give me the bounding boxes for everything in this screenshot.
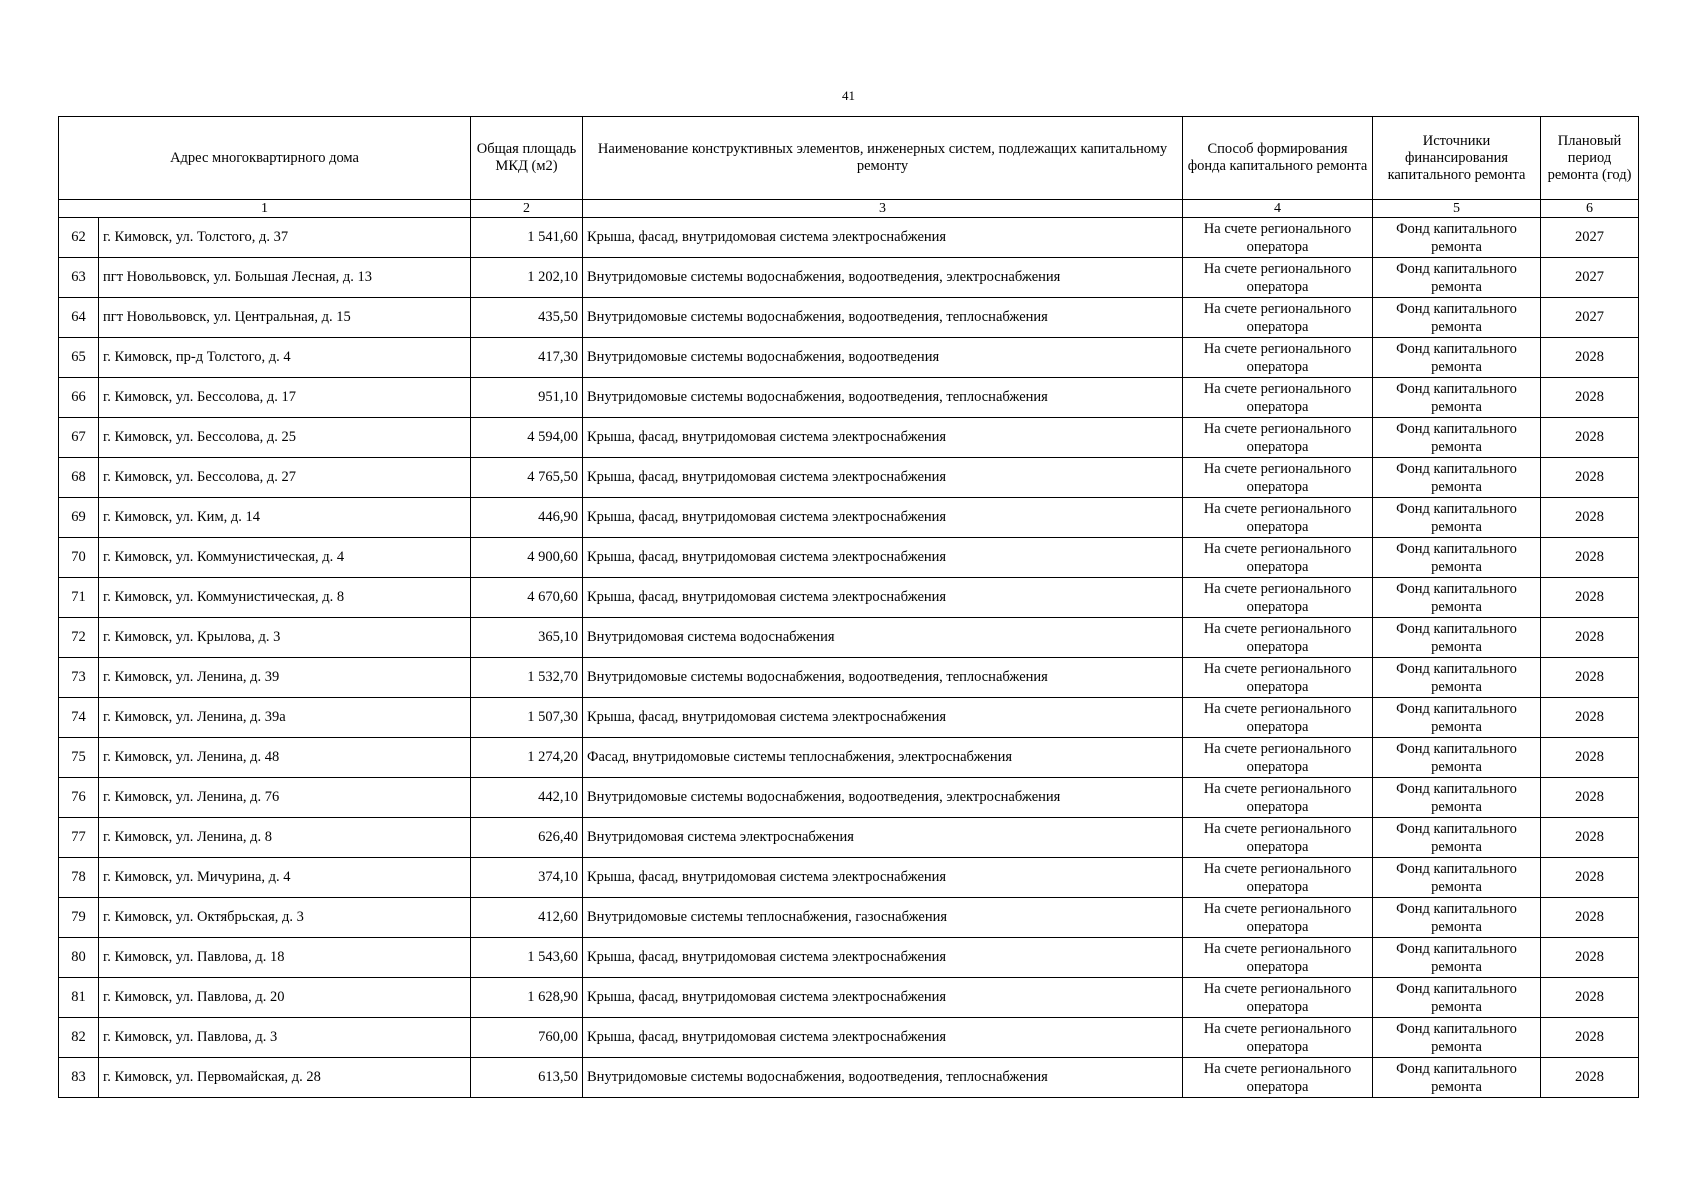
- row-number: 64: [59, 298, 99, 338]
- elements-cell: Внутридомовая система электроснабжения: [583, 818, 1183, 858]
- source-line: Фонд капитального: [1396, 740, 1517, 757]
- source-line: Фонд капитального: [1396, 580, 1517, 597]
- column-number: 4: [1183, 200, 1373, 218]
- source-cell: [1373, 938, 1541, 978]
- header-sources: Источники финансирования капитального ремонта: [1373, 117, 1541, 200]
- source-line: Фонд капитального: [1396, 500, 1517, 517]
- area-cell: 412,60: [471, 898, 583, 938]
- method-line: оператора: [1246, 438, 1309, 455]
- area-cell: 4 900,60: [471, 538, 583, 578]
- year-cell: 2028: [1541, 938, 1639, 978]
- elements-cell: Внутридомовые системы водоснабжения, водоотведения, теплоснабжения: [583, 658, 1183, 698]
- method-line: оператора: [1246, 238, 1309, 255]
- address-cell: г. Кимовск, ул. Коммунистическая, д. 8: [99, 578, 471, 618]
- address-cell: г. Кимовск, ул. Ленина, д. 39а: [99, 698, 471, 738]
- method-cell: [1183, 1018, 1373, 1058]
- area-cell: 1 532,70: [471, 658, 583, 698]
- method-line: На счете регионального: [1203, 220, 1352, 237]
- method-cell: [1183, 778, 1373, 818]
- method-line: На счете регионального: [1203, 500, 1352, 517]
- method-line: оператора: [1246, 318, 1309, 335]
- source-line: Фонд капитального: [1396, 700, 1517, 717]
- source-line: Фонд капитального: [1396, 540, 1517, 557]
- year-cell: 2027: [1541, 298, 1639, 338]
- source-line: ремонта: [1431, 1078, 1482, 1095]
- method-cell: [1183, 698, 1373, 738]
- area-cell: 1 628,90: [471, 978, 583, 1018]
- source-cell: [1373, 698, 1541, 738]
- address-cell: г. Кимовск, ул. Ленина, д. 48: [99, 738, 471, 778]
- address-cell: г. Кимовск, ул. Павлова, д. 3: [99, 1018, 471, 1058]
- method-line: оператора: [1246, 278, 1309, 295]
- address-cell: г. Кимовск, ул. Коммунистическая, д. 4: [99, 538, 471, 578]
- method-line: оператора: [1246, 638, 1309, 655]
- source-line: Фонд капитального: [1396, 620, 1517, 637]
- row-number: 78: [59, 858, 99, 898]
- address-cell: г. Кимовск, ул. Крылова, д. 3: [99, 618, 471, 658]
- method-cell: [1183, 1058, 1373, 1098]
- table-row: [59, 218, 1639, 258]
- year-cell: 2027: [1541, 218, 1639, 258]
- source-cell: [1373, 618, 1541, 658]
- method-line: оператора: [1246, 1038, 1309, 1055]
- table-body: [59, 218, 1639, 1098]
- row-number: 80: [59, 938, 99, 978]
- address-cell: г. Кимовск, ул. Бессолова, д. 17: [99, 378, 471, 418]
- table-row: [59, 938, 1639, 978]
- method-line: На счете регионального: [1203, 620, 1352, 637]
- source-line: Фонд капитального: [1396, 1060, 1517, 1077]
- address-cell: г. Кимовск, пр-д Толстого, д. 4: [99, 338, 471, 378]
- method-line: оператора: [1246, 678, 1309, 695]
- year-cell: 2028: [1541, 1018, 1639, 1058]
- elements-cell: Внутридомовая система водоснабжения: [583, 618, 1183, 658]
- row-number: 70: [59, 538, 99, 578]
- source-line: Фонд капитального: [1396, 300, 1517, 317]
- address-cell: г. Кимовск, ул. Толстого, д. 37: [99, 218, 471, 258]
- source-line: ремонта: [1431, 918, 1482, 935]
- method-cell: [1183, 858, 1373, 898]
- source-line: Фонд капитального: [1396, 820, 1517, 837]
- method-cell: [1183, 338, 1373, 378]
- elements-cell: Крыша, фасад, внутридомовая система электроснабжения: [583, 578, 1183, 618]
- elements-cell: Внутридомовые системы водоснабжения, водоотведения, теплоснабжения: [583, 378, 1183, 418]
- method-line: оператора: [1246, 558, 1309, 575]
- source-cell: [1373, 218, 1541, 258]
- table-row: [59, 1018, 1639, 1058]
- year-cell: 2028: [1541, 698, 1639, 738]
- elements-cell: Внутридомовые системы водоснабжения, водоотведения, теплоснабжения: [583, 1058, 1183, 1098]
- source-line: ремонта: [1431, 598, 1482, 615]
- address-cell: г. Кимовск, ул. Мичурина, д. 4: [99, 858, 471, 898]
- table-row: [59, 578, 1639, 618]
- year-cell: 2028: [1541, 338, 1639, 378]
- source-line: ремонта: [1431, 1038, 1482, 1055]
- column-number: 2: [471, 200, 583, 218]
- column-number: 5: [1373, 200, 1541, 218]
- source-cell: [1373, 258, 1541, 298]
- table-row: [59, 418, 1639, 458]
- source-cell: [1373, 898, 1541, 938]
- area-cell: 626,40: [471, 818, 583, 858]
- header-address: Адрес многоквартирного дома: [59, 117, 471, 200]
- year-cell: 2028: [1541, 978, 1639, 1018]
- source-line: Фонд капитального: [1396, 220, 1517, 237]
- source-cell: [1373, 1058, 1541, 1098]
- table-row: [59, 698, 1639, 738]
- elements-cell: Крыша, фасад, внутридомовая система электроснабжения: [583, 858, 1183, 898]
- source-line: ремонта: [1431, 838, 1482, 855]
- source-line: ремонта: [1431, 998, 1482, 1015]
- year-cell: 2028: [1541, 458, 1639, 498]
- source-line: ремонта: [1431, 798, 1482, 815]
- source-line: ремонта: [1431, 718, 1482, 735]
- column-number: 6: [1541, 200, 1639, 218]
- table-row: [59, 1058, 1639, 1098]
- method-line: На счете регионального: [1203, 980, 1352, 997]
- elements-cell: Крыша, фасад, внутридомовая система электроснабжения: [583, 978, 1183, 1018]
- elements-cell: Фасад, внутридомовые системы теплоснабжения, электроснабжения: [583, 738, 1183, 778]
- area-cell: 1 507,30: [471, 698, 583, 738]
- method-line: На счете регионального: [1203, 1060, 1352, 1077]
- source-line: Фонд капитального: [1396, 860, 1517, 877]
- elements-cell: Крыша, фасад, внутридомовая система электроснабжения: [583, 458, 1183, 498]
- method-line: На счете регионального: [1203, 580, 1352, 597]
- year-cell: 2028: [1541, 618, 1639, 658]
- method-line: На счете регионального: [1203, 740, 1352, 757]
- source-cell: [1373, 338, 1541, 378]
- source-line: ремонта: [1431, 478, 1482, 495]
- method-line: На счете регионального: [1203, 900, 1352, 917]
- header-method: Способ формирования фонда капитального ремонта: [1183, 117, 1373, 200]
- method-cell: [1183, 418, 1373, 458]
- row-number: 68: [59, 458, 99, 498]
- source-cell: [1373, 738, 1541, 778]
- year-cell: 2028: [1541, 858, 1639, 898]
- method-line: оператора: [1246, 518, 1309, 535]
- table-row: [59, 298, 1639, 338]
- elements-cell: Внутридомовые системы водоснабжения, водоотведения, электроснабжения: [583, 258, 1183, 298]
- table-row: [59, 778, 1639, 818]
- source-line: ремонта: [1431, 518, 1482, 535]
- method-line: На счете регионального: [1203, 820, 1352, 837]
- table-row: [59, 498, 1639, 538]
- row-number: 73: [59, 658, 99, 698]
- row-number: 71: [59, 578, 99, 618]
- source-line: ремонта: [1431, 398, 1482, 415]
- address-cell: г. Кимовск, ул. Ленина, д. 39: [99, 658, 471, 698]
- elements-cell: Крыша, фасад, внутридомовая система электроснабжения: [583, 418, 1183, 458]
- row-number: 66: [59, 378, 99, 418]
- source-line: Фонд капитального: [1396, 940, 1517, 957]
- source-cell: [1373, 418, 1541, 458]
- method-cell: [1183, 218, 1373, 258]
- year-cell: 2028: [1541, 778, 1639, 818]
- method-line: оператора: [1246, 718, 1309, 735]
- area-cell: 435,50: [471, 298, 583, 338]
- elements-cell: Крыша, фасад, внутридомовая система электроснабжения: [583, 218, 1183, 258]
- method-line: оператора: [1246, 758, 1309, 775]
- table-row: [59, 378, 1639, 418]
- year-cell: 2028: [1541, 818, 1639, 858]
- table-row: [59, 258, 1639, 298]
- method-line: оператора: [1246, 798, 1309, 815]
- row-number: 79: [59, 898, 99, 938]
- table-row: [59, 818, 1639, 858]
- source-line: ремонта: [1431, 438, 1482, 455]
- source-line: Фонд капитального: [1396, 420, 1517, 437]
- elements-cell: Крыша, фасад, внутридомовая система электроснабжения: [583, 538, 1183, 578]
- area-cell: 951,10: [471, 378, 583, 418]
- source-cell: [1373, 378, 1541, 418]
- method-cell: [1183, 578, 1373, 618]
- table-row: [59, 618, 1639, 658]
- year-cell: 2028: [1541, 658, 1639, 698]
- source-cell: [1373, 498, 1541, 538]
- row-number: 62: [59, 218, 99, 258]
- method-line: оператора: [1246, 398, 1309, 415]
- method-line: На счете регионального: [1203, 460, 1352, 477]
- table-row: [59, 738, 1639, 778]
- address-cell: г. Кимовск, ул. Павлова, д. 20: [99, 978, 471, 1018]
- area-cell: 760,00: [471, 1018, 583, 1058]
- header-area: Общая площадь МКД (м2): [471, 117, 583, 200]
- method-line: оператора: [1246, 838, 1309, 855]
- area-cell: 4 765,50: [471, 458, 583, 498]
- method-cell: [1183, 818, 1373, 858]
- source-cell: [1373, 458, 1541, 498]
- method-line: На счете регионального: [1203, 860, 1352, 877]
- address-cell: г. Кимовск, ул. Ленина, д. 8: [99, 818, 471, 858]
- source-cell: [1373, 578, 1541, 618]
- method-line: На счете регионального: [1203, 780, 1352, 797]
- method-cell: [1183, 618, 1373, 658]
- source-line: Фонд капитального: [1396, 660, 1517, 677]
- table-row: [59, 898, 1639, 938]
- header-elements: Наименование конструктивных элементов, инженерных систем, подлежащих капитальному ремонту: [583, 117, 1183, 200]
- source-cell: [1373, 298, 1541, 338]
- area-cell: 374,10: [471, 858, 583, 898]
- area-cell: 1 543,60: [471, 938, 583, 978]
- source-line: ремонта: [1431, 878, 1482, 895]
- row-number: 67: [59, 418, 99, 458]
- table-row: [59, 458, 1639, 498]
- method-line: На счете регионального: [1203, 940, 1352, 957]
- area-cell: 4 594,00: [471, 418, 583, 458]
- method-line: На счете регионального: [1203, 340, 1352, 357]
- method-line: На счете регионального: [1203, 380, 1352, 397]
- method-line: На счете регионального: [1203, 1020, 1352, 1037]
- method-cell: [1183, 378, 1373, 418]
- table-row: [59, 538, 1639, 578]
- row-number: 72: [59, 618, 99, 658]
- elements-cell: Внутридомовые системы водоснабжения, водоотведения: [583, 338, 1183, 378]
- address-cell: г. Кимовск, ул. Павлова, д. 18: [99, 938, 471, 978]
- method-cell: [1183, 938, 1373, 978]
- row-number: 63: [59, 258, 99, 298]
- source-line: ремонта: [1431, 958, 1482, 975]
- row-number: 76: [59, 778, 99, 818]
- table-row: [59, 978, 1639, 1018]
- column-number-row: [59, 200, 1639, 218]
- source-line: ремонта: [1431, 558, 1482, 575]
- year-cell: 2028: [1541, 378, 1639, 418]
- row-number: 74: [59, 698, 99, 738]
- address-cell: г. Кимовск, ул. Бессолова, д. 25: [99, 418, 471, 458]
- source-cell: [1373, 658, 1541, 698]
- elements-cell: Крыша, фасад, внутридомовая система электроснабжения: [583, 498, 1183, 538]
- area-cell: 417,30: [471, 338, 583, 378]
- source-line: Фонд капитального: [1396, 900, 1517, 917]
- method-line: оператора: [1246, 958, 1309, 975]
- row-number: 81: [59, 978, 99, 1018]
- source-line: ремонта: [1431, 318, 1482, 335]
- method-line: оператора: [1246, 598, 1309, 615]
- column-number: 1: [59, 200, 471, 218]
- address-cell: г. Кимовск, ул. Бессолова, д. 27: [99, 458, 471, 498]
- table-row: [59, 858, 1639, 898]
- area-cell: 1 274,20: [471, 738, 583, 778]
- method-line: оператора: [1246, 1078, 1309, 1095]
- source-line: ремонта: [1431, 638, 1482, 655]
- elements-cell: Внутридомовые системы водоснабжения, водоотведения, электроснабжения: [583, 778, 1183, 818]
- method-line: На счете регионального: [1203, 540, 1352, 557]
- method-cell: [1183, 738, 1373, 778]
- method-line: оператора: [1246, 478, 1309, 495]
- source-cell: [1373, 1018, 1541, 1058]
- row-number: 77: [59, 818, 99, 858]
- source-line: Фонд капитального: [1396, 780, 1517, 797]
- method-line: оператора: [1246, 358, 1309, 375]
- source-line: Фонд капитального: [1396, 340, 1517, 357]
- source-line: Фонд капитального: [1396, 980, 1517, 997]
- address-cell: пгт Новольвовск, ул. Большая Лесная, д. 13: [99, 258, 471, 298]
- address-cell: г. Кимовск, ул. Октябрьская, д. 3: [99, 898, 471, 938]
- source-line: Фонд капитального: [1396, 1020, 1517, 1037]
- year-cell: 2027: [1541, 258, 1639, 298]
- source-line: ремонта: [1431, 678, 1482, 695]
- method-cell: [1183, 538, 1373, 578]
- method-cell: [1183, 458, 1373, 498]
- year-cell: 2028: [1541, 578, 1639, 618]
- source-line: Фонд капитального: [1396, 380, 1517, 397]
- source-line: ремонта: [1431, 358, 1482, 375]
- column-number: 3: [583, 200, 1183, 218]
- year-cell: 2028: [1541, 538, 1639, 578]
- address-cell: г. Кимовск, ул. Ким, д. 14: [99, 498, 471, 538]
- elements-cell: Крыша, фасад, внутридомовая система электроснабжения: [583, 1018, 1183, 1058]
- source-line: ремонта: [1431, 238, 1482, 255]
- row-number: 83: [59, 1058, 99, 1098]
- area-cell: 613,50: [471, 1058, 583, 1098]
- area-cell: 1 541,60: [471, 218, 583, 258]
- area-cell: 442,10: [471, 778, 583, 818]
- method-cell: [1183, 258, 1373, 298]
- area-cell: 446,90: [471, 498, 583, 538]
- page-number: 41: [842, 88, 855, 103]
- row-number: 75: [59, 738, 99, 778]
- area-cell: 365,10: [471, 618, 583, 658]
- table-row: [59, 338, 1639, 378]
- header-period: Плановый период ремонта (год): [1541, 117, 1639, 200]
- row-number: 82: [59, 1018, 99, 1058]
- method-cell: [1183, 298, 1373, 338]
- method-line: На счете регионального: [1203, 660, 1352, 677]
- header-row: [59, 117, 1639, 200]
- year-cell: 2028: [1541, 1058, 1639, 1098]
- source-line: Фонд капитального: [1396, 460, 1517, 477]
- source-cell: [1373, 538, 1541, 578]
- address-cell: г. Кимовск, ул. Первомайская, д. 28: [99, 1058, 471, 1098]
- elements-cell: Внутридомовые системы водоснабжения, водоотведения, теплоснабжения: [583, 298, 1183, 338]
- method-line: На счете регионального: [1203, 260, 1352, 277]
- method-line: На счете регионального: [1203, 700, 1352, 717]
- source-line: ремонта: [1431, 278, 1482, 295]
- row-number: 69: [59, 498, 99, 538]
- area-cell: 4 670,60: [471, 578, 583, 618]
- source-line: ремонта: [1431, 758, 1482, 775]
- method-cell: [1183, 978, 1373, 1018]
- source-cell: [1373, 778, 1541, 818]
- elements-cell: Внутридомовые системы теплоснабжения, газоснабжения: [583, 898, 1183, 938]
- method-cell: [1183, 498, 1373, 538]
- row-number: 65: [59, 338, 99, 378]
- address-cell: пгт Новольвовск, ул. Центральная, д. 15: [99, 298, 471, 338]
- table-row: [59, 658, 1639, 698]
- source-line: Фонд капитального: [1396, 260, 1517, 277]
- method-line: оператора: [1246, 998, 1309, 1015]
- method-cell: [1183, 658, 1373, 698]
- method-cell: [1183, 898, 1373, 938]
- year-cell: 2028: [1541, 898, 1639, 938]
- year-cell: 2028: [1541, 498, 1639, 538]
- source-cell: [1373, 978, 1541, 1018]
- method-line: оператора: [1246, 878, 1309, 895]
- elements-cell: Крыша, фасад, внутридомовая система электроснабжения: [583, 938, 1183, 978]
- method-line: На счете регионального: [1203, 420, 1352, 437]
- source-cell: [1373, 818, 1541, 858]
- source-cell: [1373, 858, 1541, 898]
- address-cell: г. Кимовск, ул. Ленина, д. 76: [99, 778, 471, 818]
- repair-program-table: [58, 116, 1639, 1098]
- elements-cell: Крыша, фасад, внутридомовая система электроснабжения: [583, 698, 1183, 738]
- year-cell: 2028: [1541, 418, 1639, 458]
- method-line: оператора: [1246, 918, 1309, 935]
- area-cell: 1 202,10: [471, 258, 583, 298]
- year-cell: 2028: [1541, 738, 1639, 778]
- method-line: На счете регионального: [1203, 300, 1352, 317]
